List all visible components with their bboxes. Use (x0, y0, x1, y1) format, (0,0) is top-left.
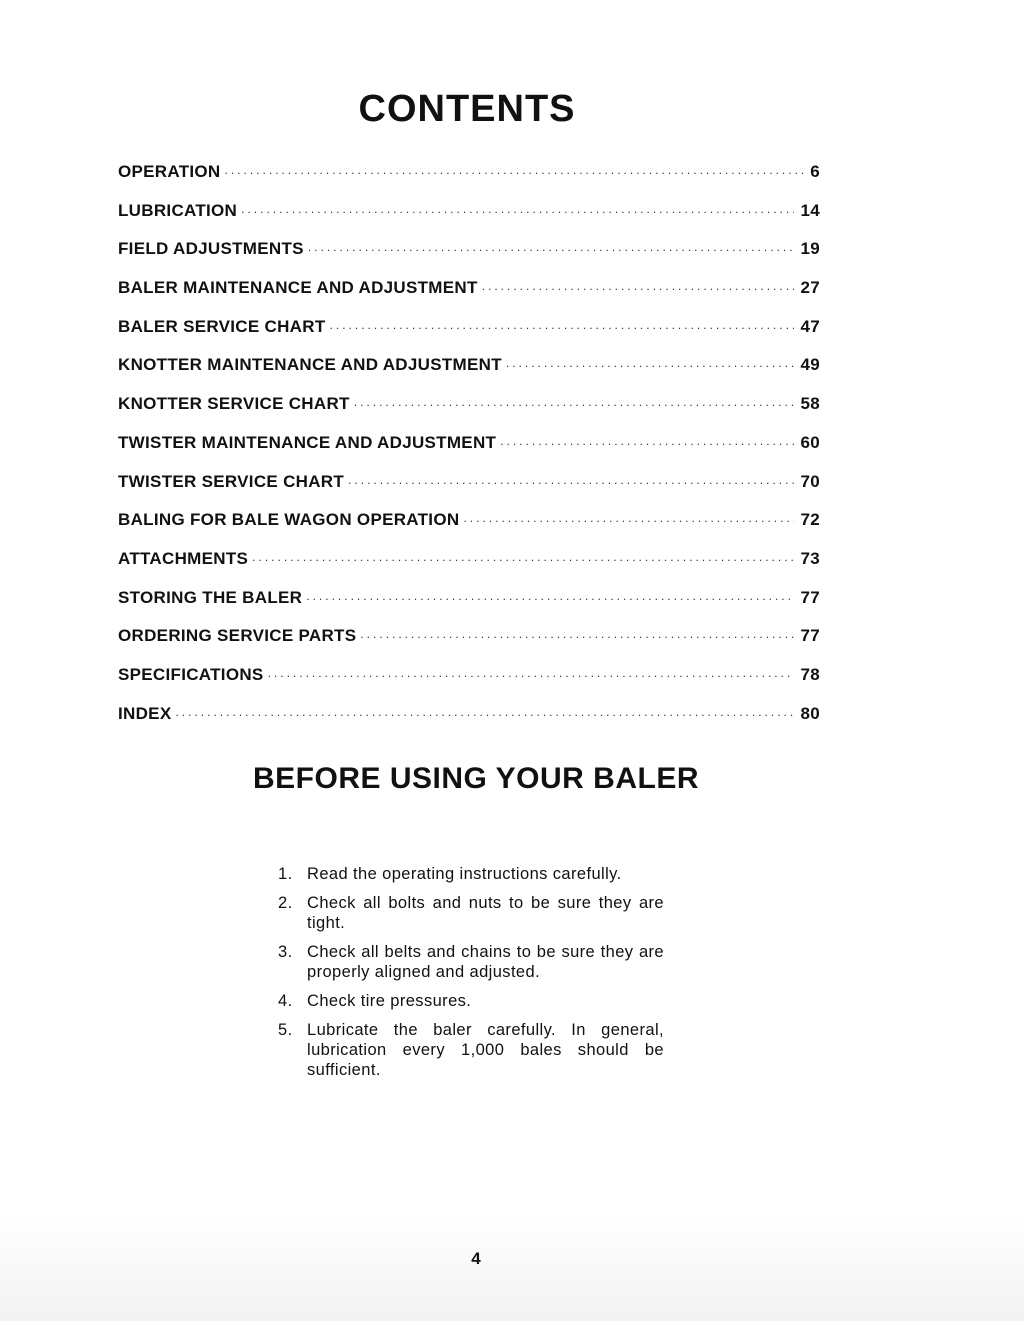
toc-entry (118, 162, 820, 201)
toc-entry (118, 278, 820, 317)
list-item-number: 5. (278, 1021, 293, 1039)
list-item-number: 1. (278, 865, 293, 883)
toc-entry-page: 78 (800, 664, 820, 684)
toc-entry-page: 60 (800, 432, 820, 452)
before-using-list (278, 864, 664, 1089)
toc-leader-dots (252, 552, 794, 564)
toc-entry (118, 626, 820, 665)
toc-leader-dots (268, 668, 795, 680)
toc-leader-dots (348, 475, 794, 487)
toc-entry-page: 14 (800, 200, 820, 220)
list-item-text: Read the operating instructions carefully. (307, 865, 622, 883)
toc-entry-label: TWISTER SERVICE CHART (118, 471, 345, 491)
toc-entry-label: KNOTTER MAINTENANCE AND ADJUSTMENT (118, 355, 502, 375)
toc-entry-page: 80 (800, 703, 820, 723)
toc-entry-label: BALING FOR BALE WAGON OPERATION (118, 510, 460, 530)
toc-leader-dots (354, 397, 795, 409)
toc-entry-label: TWISTER MAINTENANCE AND ADJUSTMENT (118, 432, 497, 452)
toc-entry-label: FIELD ADJUSTMENTS (118, 239, 304, 259)
toc-entry-page: 72 (800, 510, 820, 530)
toc-leader-dots (330, 320, 795, 332)
list-item (278, 1020, 664, 1080)
toc-leader-dots (306, 591, 794, 603)
toc-entry (118, 549, 820, 588)
toc-entry-label: KNOTTER SERVICE CHART (118, 394, 350, 414)
toc-entry-label: BALER MAINTENANCE AND ADJUSTMENT (118, 278, 478, 298)
list-item-text: Check all bolts and nuts to be sure they are tight. (307, 894, 664, 932)
toc-entry-page: 19 (800, 239, 820, 259)
toc-entry-label: OPERATION (118, 162, 221, 181)
toc-entry-label: SPECIFICATIONS (118, 664, 264, 684)
toc-entry-page: 73 (800, 548, 820, 568)
toc-entry-label: INDEX (118, 703, 172, 723)
list-item-number: 3. (278, 943, 293, 961)
list-item-number: 2. (278, 894, 293, 912)
toc-entry-page: 70 (800, 471, 820, 491)
page-number: 4 (471, 1249, 481, 1268)
list-item (278, 864, 664, 884)
toc-entry-label: BALER SERVICE CHART (118, 316, 326, 336)
toc-entry-page: 77 (800, 587, 820, 607)
before-using-title: BEFORE USING YOUR BALER (253, 762, 699, 795)
list-item-text: Check all belts and chains to be sure they are properly aligned and adjusted. (307, 943, 664, 981)
list-item-text: Lubricate the baler carefully. In general, lubrication every 1,000 bales should be sufficient. (307, 1021, 664, 1079)
toc-leader-dots (500, 436, 794, 448)
toc-entry (118, 317, 820, 356)
toc-leader-dots (308, 242, 795, 254)
toc-entry-page: 58 (800, 394, 820, 414)
toc-entry (118, 394, 820, 433)
toc-entry (118, 588, 820, 627)
toc-entry (118, 704, 820, 743)
toc-entry (118, 433, 820, 472)
toc-leader-dots (463, 513, 794, 525)
toc-leader-dots (225, 165, 805, 177)
list-item (278, 893, 664, 933)
toc-entry-label: LUBRICATION (118, 200, 238, 220)
list-item-text: Check tire pressures. (307, 992, 472, 1010)
toc-leader-dots (506, 358, 795, 370)
toc-entry-label: ATTACHMENTS (118, 548, 249, 568)
toc-entry-page: 77 (800, 626, 820, 646)
toc-entry-page: 49 (800, 355, 820, 375)
toc-entry (118, 665, 820, 704)
list-item (278, 991, 664, 1011)
toc-entry-label: ORDERING SERVICE PARTS (118, 626, 357, 646)
list-item (278, 942, 664, 982)
toc-entry (118, 201, 820, 240)
toc-leader-dots (482, 281, 795, 293)
table-of-contents (118, 162, 820, 742)
toc-entry-page: 6 (810, 162, 820, 181)
toc-entry-page: 27 (800, 278, 820, 298)
list-item-number: 4. (278, 992, 293, 1010)
toc-entry (118, 510, 820, 549)
toc-leader-dots (241, 204, 794, 216)
toc-entry (118, 239, 820, 278)
toc-leader-dots (360, 629, 794, 641)
toc-leader-dots (175, 707, 794, 719)
toc-entry (118, 472, 820, 511)
toc-entry-page: 47 (800, 316, 820, 336)
toc-entry-label: STORING THE BALER (118, 587, 303, 607)
toc-entry (118, 355, 820, 394)
contents-title: CONTENTS (358, 88, 576, 130)
